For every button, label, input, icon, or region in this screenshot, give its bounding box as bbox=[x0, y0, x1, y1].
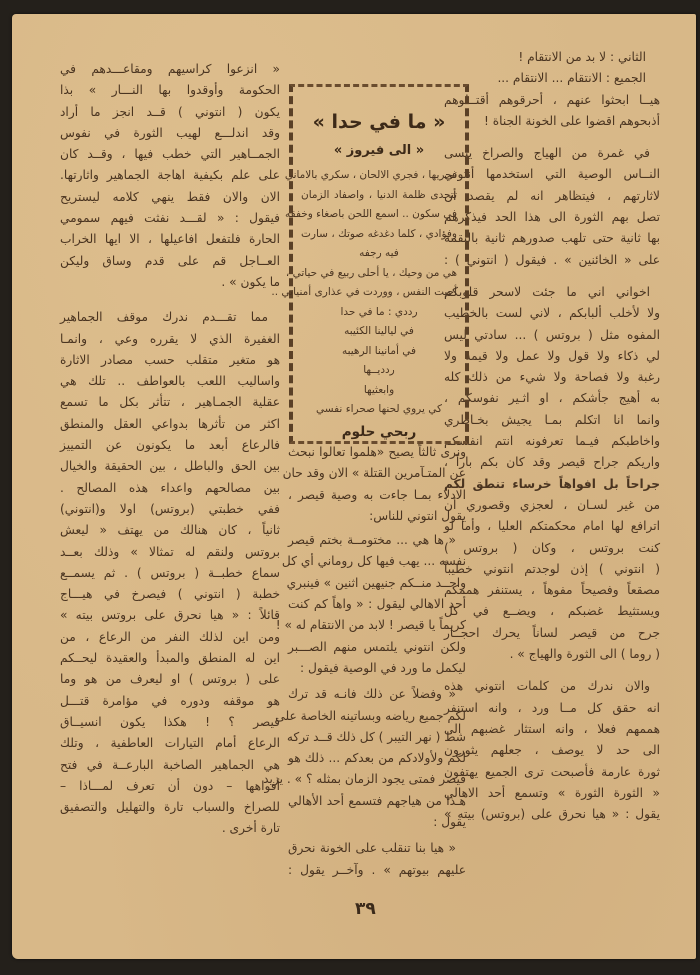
poem-refrain-line: في ليالينا الكئيبه bbox=[344, 325, 414, 337]
poem-body bbox=[271, 166, 457, 420]
text-line: الرعاع أمام التيارات العاطفية ، وتلك bbox=[60, 736, 280, 751]
paragraph bbox=[282, 442, 466, 527]
text-line: على ( بروتس ) او ليعرف من هو وما bbox=[60, 672, 280, 687]
text-line: ومن اين لذلك النفر من الرعاع ، من bbox=[60, 629, 280, 644]
text-line: لكم ولأولادكم من بعدكم ... ذلك هو bbox=[288, 751, 466, 766]
paragraph bbox=[444, 143, 660, 271]
text-line: من غير لسـان ، لعجزي وقصوري أن bbox=[444, 497, 660, 512]
text-line: الى حد لا يوصف ، جعلهم يثورون bbox=[444, 743, 660, 758]
text-line: المفوه مثل ( بروتس ) ... سادتي ليس bbox=[444, 327, 660, 342]
text-line: فالرعاع أبعد ما يكونون عن التمييز bbox=[60, 438, 280, 453]
poem-line: فجريها ، فجري الالحان ، سكري بالاماني bbox=[284, 169, 457, 181]
text-line: هو متغير متقلب حسب مصادر الاثارة bbox=[60, 352, 280, 367]
middle-column bbox=[263, 442, 466, 892]
text-line: هيــا ابحثوا عنهم ، أحرقوهم أقتــلوهم bbox=[444, 92, 660, 107]
text-line: بروتس ولنقم له تمثالا » وذلك بعــد bbox=[60, 544, 280, 559]
text-line: ففي خطبتي (بروتس) اولا و(انتوني) bbox=[60, 501, 280, 516]
poem-box bbox=[271, 84, 469, 444]
text-line: على علم بكيفية اهاجة الجماهير واثارتها. bbox=[60, 168, 280, 183]
paragraph bbox=[444, 68, 660, 89]
poem-refrain-line: كي يروي لحنها صحراء نفسي bbox=[316, 403, 442, 415]
text-line: اترافع لها امام محكمتكم العليا ، وأما لو bbox=[444, 519, 660, 534]
text-line: نفسه ... يهب فيها كل روماني أي كل bbox=[281, 554, 466, 569]
text-line: هـذا من هياجهم فتسمع أحد الأهالي bbox=[288, 793, 466, 808]
text-line: جرح من قيصر لساناً يحرك احجــار bbox=[444, 625, 660, 640]
text-line: أفواهها – دون أن تعرف لمـــاذا – bbox=[60, 778, 280, 793]
text-line: شط ( نهر التيبر ) كل ذلك قــد تركه bbox=[286, 729, 466, 744]
text-line: مما تقـــدم ندرك موقف الجماهير bbox=[60, 310, 268, 325]
paragraph bbox=[263, 684, 466, 833]
text-line: الثاني : لا بد من الانتقام ! bbox=[518, 50, 646, 64]
text-line: عن المتـآمرين القتلة » الان وقد حان bbox=[282, 466, 466, 481]
paragraph bbox=[444, 47, 660, 68]
poem-refrain-line: رددیــها bbox=[363, 364, 395, 376]
text-line: مصقعاً وفصيحاً مفوهاً ، يستنفر هممكم bbox=[444, 583, 660, 598]
text-line: واريكم جراح قيصر وقد كان بكم باراً ، bbox=[444, 455, 660, 470]
text-line: وقد اندلـــع لهيب الثورة في نفوس bbox=[60, 125, 280, 140]
poem-line: وفؤادي ، كلما دغدغه صوتك ، سارت bbox=[301, 227, 457, 240]
paragraph bbox=[60, 307, 280, 839]
text-line: الادلاء بمـا جاءت به وصية قيصر ، bbox=[288, 487, 466, 502]
text-line: أحد الاهالي ليقول : « واهاً كم كنت bbox=[288, 597, 466, 612]
paragraph bbox=[60, 59, 280, 293]
text-line: أذبحوهم اقضوا على الخونة الجناة ! bbox=[483, 113, 660, 128]
text-line: يكون ( انتوني ) قــد انجز ما أراد bbox=[60, 104, 280, 119]
text-line: بين الحق والباطل ، بين الحقيقة والخيال bbox=[60, 459, 280, 474]
text-line: ولا لأخلب ألبابكم ، لاني لست بالخطيب bbox=[444, 306, 660, 321]
text-line: لاثارتهم ، فيتظاهر انه لم يقصد أن bbox=[444, 188, 660, 203]
page-number: ٣٩ bbox=[355, 899, 376, 919]
text-line: « وفضلاً عن ذلك فانـه قد ترك bbox=[288, 687, 456, 702]
poem-author: ربحي حلوم bbox=[341, 423, 417, 440]
text-line: واحــد منــكم جنيهين اثنين » فينبري bbox=[286, 575, 466, 590]
poem-refrain-line: رددي : ما في حدا bbox=[340, 305, 418, 318]
text-line: كريماً يا قيصر ! لابد من الانتقام له » ! bbox=[275, 618, 466, 633]
text-line: الجميع : الانتقام ... الانتقام ... bbox=[497, 71, 646, 86]
text-line: تارة أخرى . bbox=[221, 821, 280, 836]
paragraph bbox=[444, 676, 660, 825]
text-line: ليكمل ما ورد في الوصية فيقول : bbox=[300, 660, 466, 675]
text-line: يقول : bbox=[433, 815, 466, 830]
text-line: والان ندرك من كلمات انتوني هذه bbox=[444, 679, 650, 694]
poem-title: « ما في حدا » bbox=[312, 111, 446, 133]
text-line: انه حقق كل مــا ورد ، وانه استنفر bbox=[444, 700, 660, 715]
text-line: ويستثيط غضبكم ، ويضــع في كل bbox=[444, 604, 660, 619]
poem-dedication: « الى فيروز » bbox=[333, 143, 425, 158]
text-line: بها ثانية حتى تلهب صدورهم ثانية بالنقمة bbox=[444, 231, 660, 246]
text-line: عليهم بيوتهم » . وآخــر يقول : bbox=[288, 862, 466, 877]
text-line: ونرى ثالثاً يصيح «هلموا تعالوا نبحث bbox=[288, 445, 466, 459]
left-column bbox=[60, 59, 280, 851]
text-line: هممهم فعلا ، وانه استثار غضبهم الى bbox=[444, 721, 660, 736]
paragraph bbox=[288, 838, 466, 881]
text-line: العــاجل قم على قدم وساق وليكن bbox=[60, 253, 280, 268]
text-line: وانما انا اتكلم بمـا يجيش بخـاطري bbox=[444, 412, 660, 427]
text-line: واخاطبكم فيـما تعرفونه انتم انفسكم bbox=[444, 434, 660, 449]
text-line: تصل بهم الثورة الى هذا الحد فيذكرهم bbox=[444, 210, 660, 225]
text-line: النــاس الوصية التي استخدمها أنتوني bbox=[444, 167, 660, 182]
text-line: فيقول : « لقـــد نفثت فيهم سمومي bbox=[60, 211, 280, 226]
text-line: للصراخ والسباب تارة والتهليل والتصفيق bbox=[60, 800, 280, 815]
text-line: اكثر من تأثرها بدواعي العقل والمنطق bbox=[60, 416, 280, 431]
poem-line: فيه رجفه bbox=[359, 247, 399, 259]
paragraph bbox=[444, 90, 660, 133]
text-line: يقول : « هيا نحرق على (بروتس) بيته » bbox=[444, 807, 660, 822]
paragraph bbox=[444, 282, 660, 665]
poem-line: في سكون .. اسمع اللحن باصغاء وخفقه bbox=[285, 208, 457, 220]
text-line: الحكومة وأوقدوا بها النـــار » بذا bbox=[60, 83, 280, 98]
text-line: ( روما ) الى الثورة والهياج » . bbox=[509, 647, 660, 662]
text-line: اين له المنطق والمبدأ والعقيدة ليحــكم bbox=[60, 651, 280, 666]
poem-refrain-line: وابعثيها bbox=[363, 383, 395, 396]
text-line: قيصر فمتى يجود الزمان بمثله ؟ » . يزيد bbox=[263, 772, 466, 787]
poem-line: أحيت النفس ، ووردت في عذارى أمنياتي .. bbox=[271, 286, 457, 298]
poem-refrain-line: في أمانينا الرهيبه bbox=[341, 344, 417, 357]
text-line: به أهيج جأشكم ، او اثـير نفوسكم ، bbox=[444, 391, 660, 406]
text-line: جراحاً بل افواهاً خرساء تنطق لكم bbox=[444, 476, 660, 491]
paragraph bbox=[275, 530, 466, 679]
text-line: هي الجماهير الصاخبة البارعــة في فتح bbox=[60, 757, 280, 772]
poem-line: هي من وحيك ، يا أحلى ربيع في حياتي ، bbox=[285, 266, 457, 279]
text-line: الحارة فلتفعل افاعيلها ، الا ايها الخراب bbox=[60, 232, 280, 247]
text-line: في غمرة من الهياج والصراخ ينسى bbox=[444, 146, 650, 161]
text-line: ( انتوني ) إذن لوجدتم انتوني خطيباً bbox=[444, 561, 660, 576]
text-line: واساليب اللعب بالعواطف .. تلك هي bbox=[60, 374, 280, 389]
text-line: « ها هي ... مختومــة بختم قيصر bbox=[288, 533, 456, 548]
text-line: « انزعوا كراسيهم ومقاعـــدهم في bbox=[60, 62, 280, 76]
text-line: ثورة عارمة فأصبحت ترى الجميع يهتفون bbox=[444, 764, 660, 779]
text-line: لكم جميع رياضه وبساتينه الخاصة على bbox=[275, 708, 466, 723]
poem-line: تتحدى ظلمة الدنيا ، واصفاد الزمان bbox=[301, 188, 457, 201]
text-line: خطبة ( انتوني ) فيصرخ في هيـــاج bbox=[60, 587, 280, 602]
text-line: ثانياً ، كان هنالك من يهتف « ليعش bbox=[60, 523, 280, 538]
text-line: لي ذكاء ولا قول ولا عمل ولا قيمة ولا bbox=[444, 348, 660, 363]
text-line: رغبة ولا فصاحة ولا شيء من ذلك كله bbox=[444, 370, 660, 385]
text-line: الجمــاهير التي خطب فيها ، وقــد كان bbox=[60, 147, 280, 162]
text-line: « الثورة الثورة » وتسمع أحد الاهالي bbox=[444, 785, 660, 800]
right-column bbox=[444, 47, 660, 836]
text-line: قائلاً : « هيا نحرق على بروتس بيته » bbox=[60, 608, 280, 623]
magazine-page bbox=[12, 14, 696, 959]
text-line: « هيا بنا تنقلب على الخونة نحرق bbox=[288, 841, 456, 856]
text-line: الان والان فقط ينهي كلامه ليستريح bbox=[60, 189, 280, 204]
text-line: كنت بروتس ، وكان ( بروتس ) bbox=[444, 540, 660, 555]
text-line: قيصر ؟ ! هكذا يكون انسيــاق bbox=[60, 714, 280, 729]
text-line: ولكن انتوني يلتمس منهم الصـــبر bbox=[288, 639, 466, 654]
text-line: سماع خطبــة ( بروتس ) . ثم يسمــع bbox=[60, 565, 280, 580]
text-line: عقلية الجمـاهير ، تتأثر بكل ما تسمع bbox=[60, 395, 280, 410]
text-line: على « الخائنين » . فيقول ( انتوني ) : bbox=[444, 252, 660, 267]
text-line: بين مصالحهم واعداء هذه المصالح . bbox=[60, 480, 280, 495]
text-line: الغفيرة الذي لا يقرره وعي ، وانمـا bbox=[60, 331, 280, 346]
text-line: ما يكون » . bbox=[221, 274, 280, 289]
text-line: اخواني اني ما جئت لاسحر قلوبكم bbox=[444, 284, 650, 299]
text-line: يقول انتوني للناس: bbox=[369, 508, 466, 523]
text-line: هو موقفه ودوره في مؤامرة قتـــل bbox=[60, 693, 280, 708]
